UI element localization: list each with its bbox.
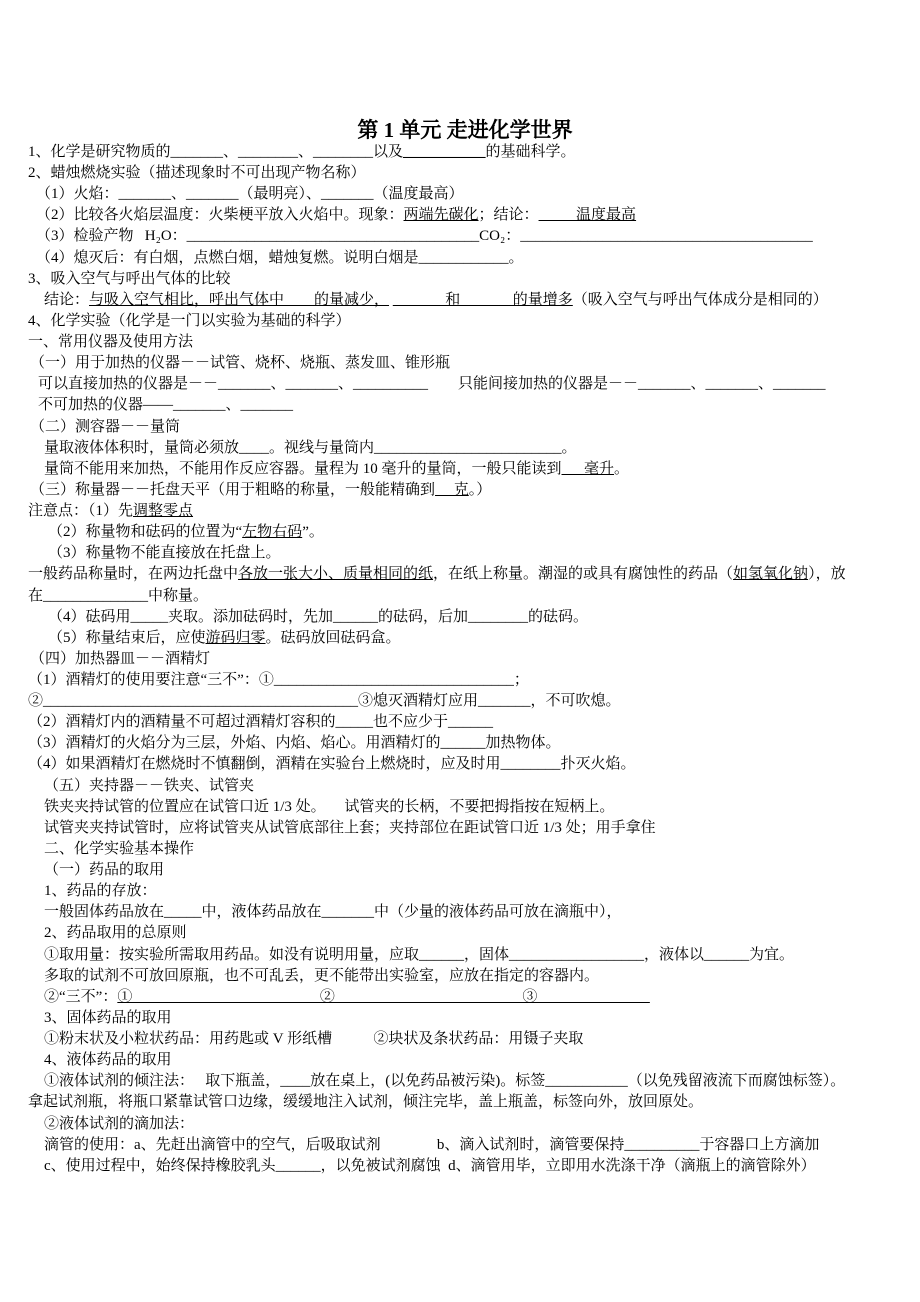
text-line xyxy=(44,818,656,839)
text-segment: （3）酒精灯的火焰分为三层，外焰、内焰、焰心。用酒精灯的______加热物体。 xyxy=(28,735,561,752)
text-line xyxy=(44,860,164,881)
text-line xyxy=(28,733,561,754)
text-segment: （2）酒精灯内的酒精量不可超过酒精灯容积的_____也不应少于______ xyxy=(28,714,494,731)
text-line xyxy=(28,691,621,712)
text-segment: 量筒不能用来加热，不能用作反应容器。量程为 10 毫升的量筒，一般只能读到 xyxy=(44,460,562,477)
text-line xyxy=(44,923,187,944)
text-line xyxy=(28,311,351,332)
text-segment: 4、化学实验（化学是一门以实验为基础的科学） xyxy=(28,312,351,329)
text-segment: 在______________中称量。 xyxy=(28,587,209,604)
text-line xyxy=(44,966,599,987)
text-line xyxy=(44,1156,816,1177)
text-segment: 可以直接加热的仪器是－－_______、_______、__________ 只能间接加热的仪器是－－_______、_______、_______ xyxy=(38,376,826,393)
text-line xyxy=(44,1071,845,1092)
text-segment: ”。 xyxy=(302,524,324,541)
text-segment: 一般药品称量时，在两边托盘中 xyxy=(28,566,239,583)
text-segment: 。砝码放回砝码盒。 xyxy=(265,629,401,646)
text-segment: （2）比较各火焰层温度：火柴梗平放入火焰中。现象： xyxy=(36,207,404,224)
text-segment: ；结论： xyxy=(478,207,539,224)
text-line xyxy=(28,564,846,585)
text-line xyxy=(28,332,193,353)
text-line xyxy=(36,248,524,269)
text-line xyxy=(44,797,614,818)
text-line xyxy=(48,607,588,628)
text-line xyxy=(44,1050,172,1071)
text-line xyxy=(36,226,813,247)
text-line xyxy=(44,438,577,459)
text-segment: 。） xyxy=(468,481,492,498)
text-segment: 二、化学实验基本操作 xyxy=(44,840,195,857)
text-line xyxy=(44,839,194,860)
text-segment: （五）夹持器－－铁夹、试管夹 xyxy=(44,777,255,794)
text-segment: ①取用量：按实验所需取用药品。如没有说明用量，应取______，固体__________________，液体以______为宜。 xyxy=(44,946,795,963)
text-line xyxy=(28,754,636,775)
text-segment: （1）火焰：_______、_______（最明亮）、_______（温度最高） xyxy=(36,186,464,203)
text-segment: 1、药品的存放： xyxy=(44,883,157,900)
text-segment: 1、化学是研究物质的_______、________、________以及 xyxy=(28,144,404,160)
text-segment: ②“三不”： xyxy=(44,988,118,1005)
underlined-text: 克 xyxy=(435,481,469,498)
text-segment: 注意点：（1）先 xyxy=(28,503,134,520)
text-segment: （4）熄灭后：有白烟，点燃白烟，蜡烛复燃。说明白烟是____________。 xyxy=(36,249,524,266)
text-segment: 2、药品取用的总原则 xyxy=(44,925,187,942)
answer-blank: ___________ xyxy=(403,144,486,160)
underlined-text: 温度最高 xyxy=(538,207,637,224)
text-line xyxy=(38,374,826,395)
text-segment: （三）称量器－－托盘天平（用于粗略的称量，一般能精确到 xyxy=(30,481,436,498)
text-line xyxy=(44,1008,172,1029)
text-line xyxy=(28,1092,703,1113)
text-line xyxy=(28,670,529,691)
text-segment: 铁夹夹持试管的位置应在试管口近 1/3 处。 试管夹的长柄，不要把拇指按在短柄上。 xyxy=(44,798,615,815)
text-segment: 2、蜡烛燃烧实验（描述现象时不可出现产物名称） xyxy=(28,165,366,182)
underlined-text: 左物右码 xyxy=(242,524,303,541)
text-segment: 结论： xyxy=(44,291,90,308)
text-line xyxy=(48,543,281,564)
text-line xyxy=(28,269,231,290)
text-segment: 多取的试剂不可放回原瓶，也不可乱丢，更不能带出实验室，应放在指定的容器内。 xyxy=(44,967,600,984)
text-segment: 3、固体药品的取用 xyxy=(44,1009,172,1026)
text-segment: 不可加热的仪器——_______、_______ xyxy=(38,397,294,414)
text-line xyxy=(44,1029,583,1050)
underlined-text: 调整零点 xyxy=(133,503,194,520)
text-line xyxy=(44,902,622,923)
text-line xyxy=(28,501,193,522)
text-segment: c、使用过程中，始终保持橡胶乳头______，以免被试剂腐蚀 d、滴管用毕，立即用水洗涤干净（滴瓶上的滴管除外） xyxy=(44,1157,816,1174)
text-segment: （2）称量物和砝码的位置为“ xyxy=(48,524,243,541)
text-segment: 试管夹夹持试管时，应将试管夹从试管底部往上套；夹持部位在距试管口近 1/3 处；用手拿住 xyxy=(44,819,656,836)
text-segment: ②液体试剂的滴加法： xyxy=(44,1115,195,1132)
text-line xyxy=(30,353,450,374)
text-line xyxy=(28,163,366,184)
text-line xyxy=(30,417,180,438)
text-line xyxy=(28,142,576,163)
text-segment: 4、液体药品的取用 xyxy=(44,1052,172,1069)
underlined-text: 和 的量增多 xyxy=(392,291,573,308)
text-segment: 的基础科学。 xyxy=(485,144,576,160)
underlined-text: 如氢氧化钠 xyxy=(733,566,809,583)
text-line xyxy=(30,480,491,501)
text-line xyxy=(28,712,493,733)
text-segment: （一）药品的取用 xyxy=(44,862,165,879)
text-segment: （一）用于加热的仪器－－试管、烧杯、烧瓶、蒸发皿、锥形瓶 xyxy=(30,355,451,372)
text-segment: 拿起试剂瓶，将瓶口紧靠试管口边缘，缓缓地注入试剂，倾注完毕，盖上瓶盖，标签向外，放回原处。 xyxy=(28,1094,704,1111)
text-line xyxy=(44,945,794,966)
text-segment: 3、吸入空气与呼出气体的比较 xyxy=(28,270,231,287)
text-segment: ①粉末状及小粒状药品：用药匙或 V 形纸槽 ②块状及条状药品：用镊子夹取 xyxy=(44,1031,584,1048)
text-line xyxy=(48,522,324,543)
underlined-text: 毫升 xyxy=(561,460,615,477)
underlined-text: 游码归零 xyxy=(205,629,266,646)
text-line xyxy=(44,290,828,311)
underlined-text: ① ② ③ xyxy=(117,988,650,1005)
text-segment: （3）检验产物 H₂O：_______________________________________CO₂：_______________________________________ xyxy=(36,228,813,245)
text-segment: （四）加热器皿－－酒精灯 xyxy=(30,650,211,667)
text-segment: ①液体试剂的倾注法： 取下瓶盖，____放在桌上，(以免药品被污染)。标签___________（以免残留液流下而腐蚀标签）。 xyxy=(44,1073,846,1090)
text-segment: 一般固体药品放在_____中，液体药品放在_______中（少量的液体药品可放在滴瓶中）， xyxy=(44,904,622,921)
text-segment: （吸入空气与呼出气体成分是相同的） xyxy=(572,291,828,308)
text-segment: （4）砝码用_____夹取。添加砝码时，先加______的砝码，后加________的砝码。 xyxy=(48,608,589,625)
text-segment: 量取液体体积时，量筒必须放____。视线与量筒内_________________________。 xyxy=(44,439,577,456)
underlined-text: 两端先碳化 xyxy=(403,207,479,224)
text-segment: 滴管的使用：a、先赶出滴管中的空气，后吸取试剂 b、滴入试剂时，滴管要保持__________于容器口上方滴加 xyxy=(44,1136,820,1153)
text-segment: ②__________________________________________③熄灭酒精灯应用_______，不可吹熄。 xyxy=(28,693,621,710)
text-segment: ，在纸上称量。潮湿的或具有腐蚀性的药品（ xyxy=(433,566,734,583)
text-segment: 。 xyxy=(614,460,630,477)
text-segment: （1）酒精灯的使用要注意“三不”：①________________________________； xyxy=(28,672,529,688)
text-line xyxy=(28,586,208,607)
text-line xyxy=(44,1135,819,1156)
text-line xyxy=(44,1114,194,1135)
text-segment: （二）测容器－－量筒 xyxy=(30,418,181,435)
text-line xyxy=(38,395,293,416)
text-segment: 一、常用仪器及使用方法 xyxy=(28,334,194,351)
text-line xyxy=(44,987,650,1008)
page-title: 第 1 单元 走进化学世界 xyxy=(357,118,573,142)
text-line xyxy=(44,776,254,797)
text-segment: （3）称量物不能直接放在托盘上。 xyxy=(48,545,281,562)
text-segment: （4）如果酒精灯在燃烧时不慎翻倒，酒精在实验台上燃烧时，应及时用________扑灭火焰。 xyxy=(28,756,636,773)
text-line xyxy=(36,184,464,205)
underlined-text: 与吸入空气相比，呼出气体中 的量减少， xyxy=(89,291,390,308)
text-segment: ），放 xyxy=(808,566,846,583)
text-line xyxy=(30,649,210,670)
text-line xyxy=(48,628,401,649)
text-segment: （5）称量结束后，应使 xyxy=(48,629,206,646)
underlined-text: 各放一张大小、质量相同的纸 xyxy=(238,566,434,583)
text-line xyxy=(36,205,636,226)
text-line xyxy=(44,459,629,480)
text-line xyxy=(44,881,157,902)
